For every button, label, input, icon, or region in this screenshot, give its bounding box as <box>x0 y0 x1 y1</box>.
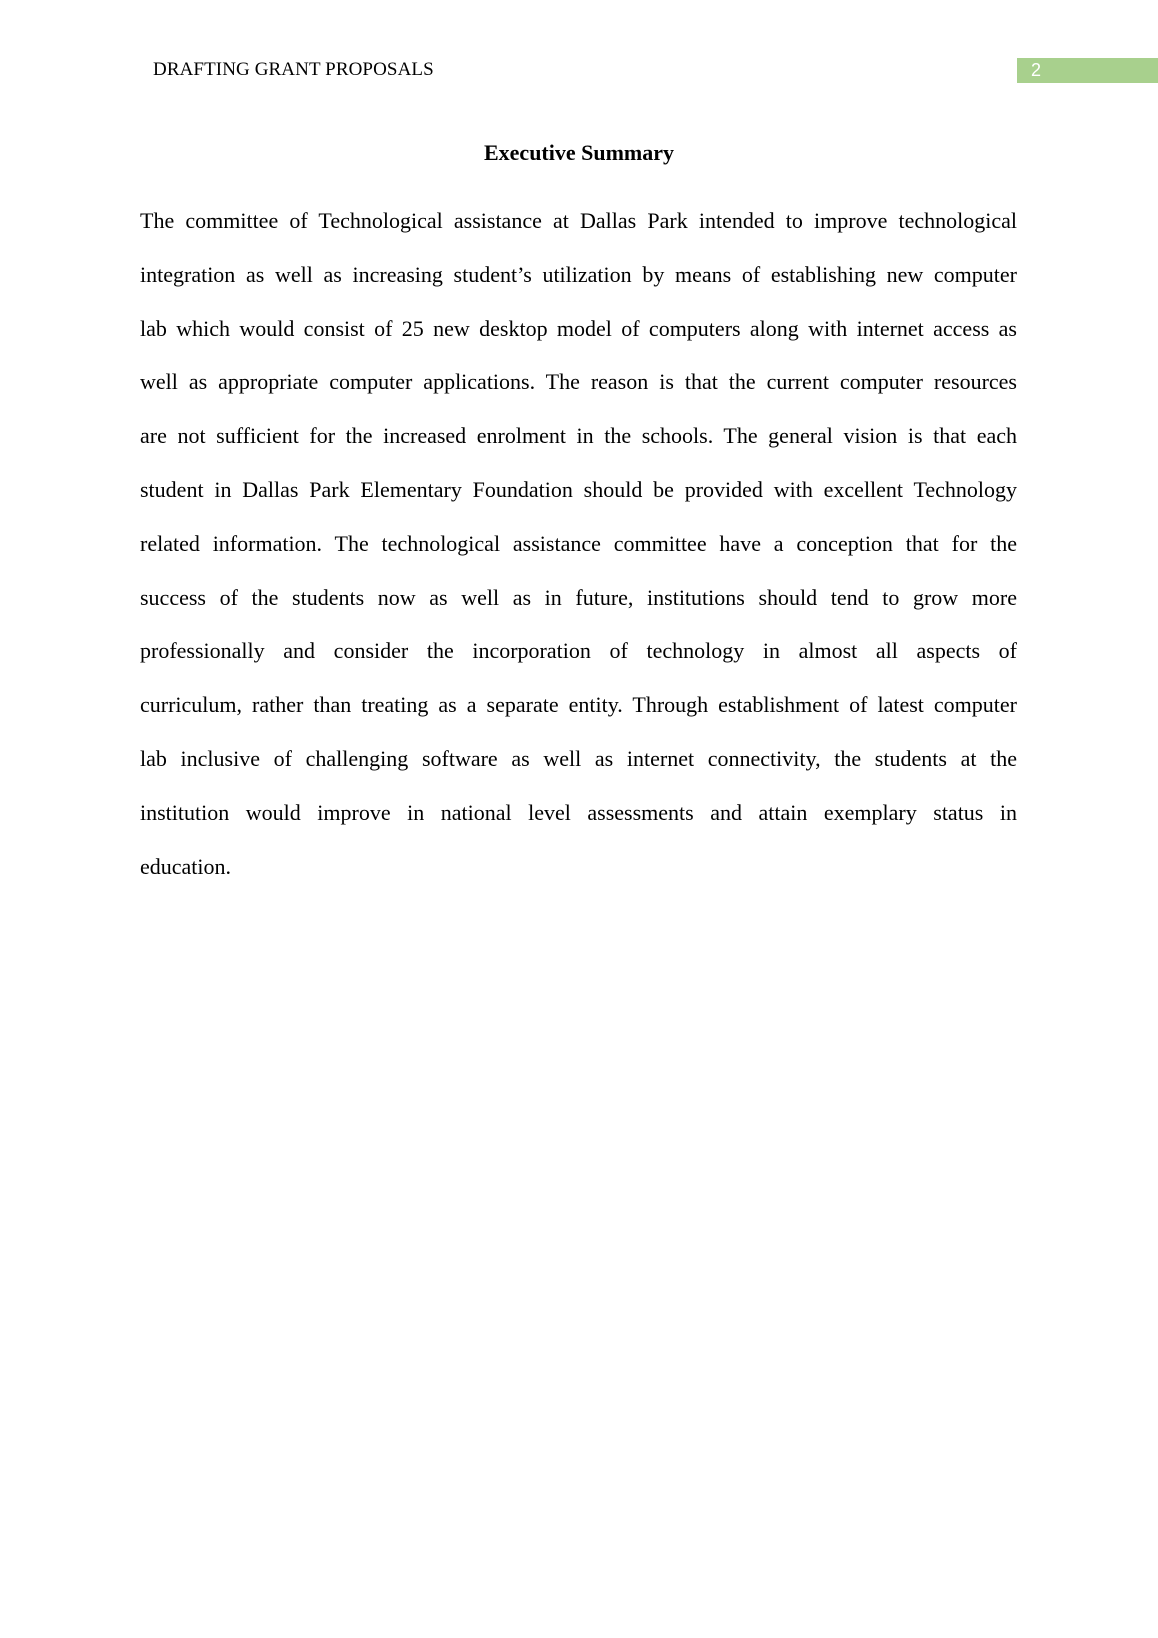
paragraph-line: institution would improve in national level assessments and attain exemplary status in <box>140 799 1017 825</box>
page-number: 2 <box>1031 60 1042 80</box>
executive-summary-paragraph <box>140 207 1017 906</box>
paragraph-line: student in Dallas Park Elementary Foundation should be provided with excellent Technology <box>140 476 1017 502</box>
page-number-box <box>1017 58 1158 83</box>
paragraph-line: well as appropriate computer applications. The reason is that the current computer resources <box>140 369 1017 395</box>
paragraph-line: are not sufficient for the increased enrolment in the schools. The general vision is that each <box>140 423 1017 449</box>
paragraph-line: related information. The technological assistance committee have a conception that for the <box>140 530 1017 556</box>
paragraph-line: The committee of Technological assistance at Dallas Park intended to improve technological <box>140 208 1017 233</box>
paragraph-line: integration as well as increasing student’s utilization by means of establishing new computer <box>140 261 1017 287</box>
paragraph-line: success of the students now as well as in future, institutions should tend to grow more <box>140 584 1017 610</box>
paragraph-line: curriculum, rather than treating as a separate entity. Through establishment of latest computer <box>140 692 1017 718</box>
paragraph-line: lab which would consist of 25 new desktop model of computers along with internet access as <box>140 315 1017 341</box>
paragraph-line: professionally and consider the incorporation of technology in almost all aspects of <box>140 638 1017 664</box>
section-title: Executive Summary <box>483 140 675 165</box>
paragraph-line: education. <box>140 853 232 879</box>
paragraph-line: lab inclusive of challenging software as well as internet connectivity, the students at the <box>140 745 1017 771</box>
running-head: DRAFTING GRANT PROPOSALS <box>153 59 434 80</box>
